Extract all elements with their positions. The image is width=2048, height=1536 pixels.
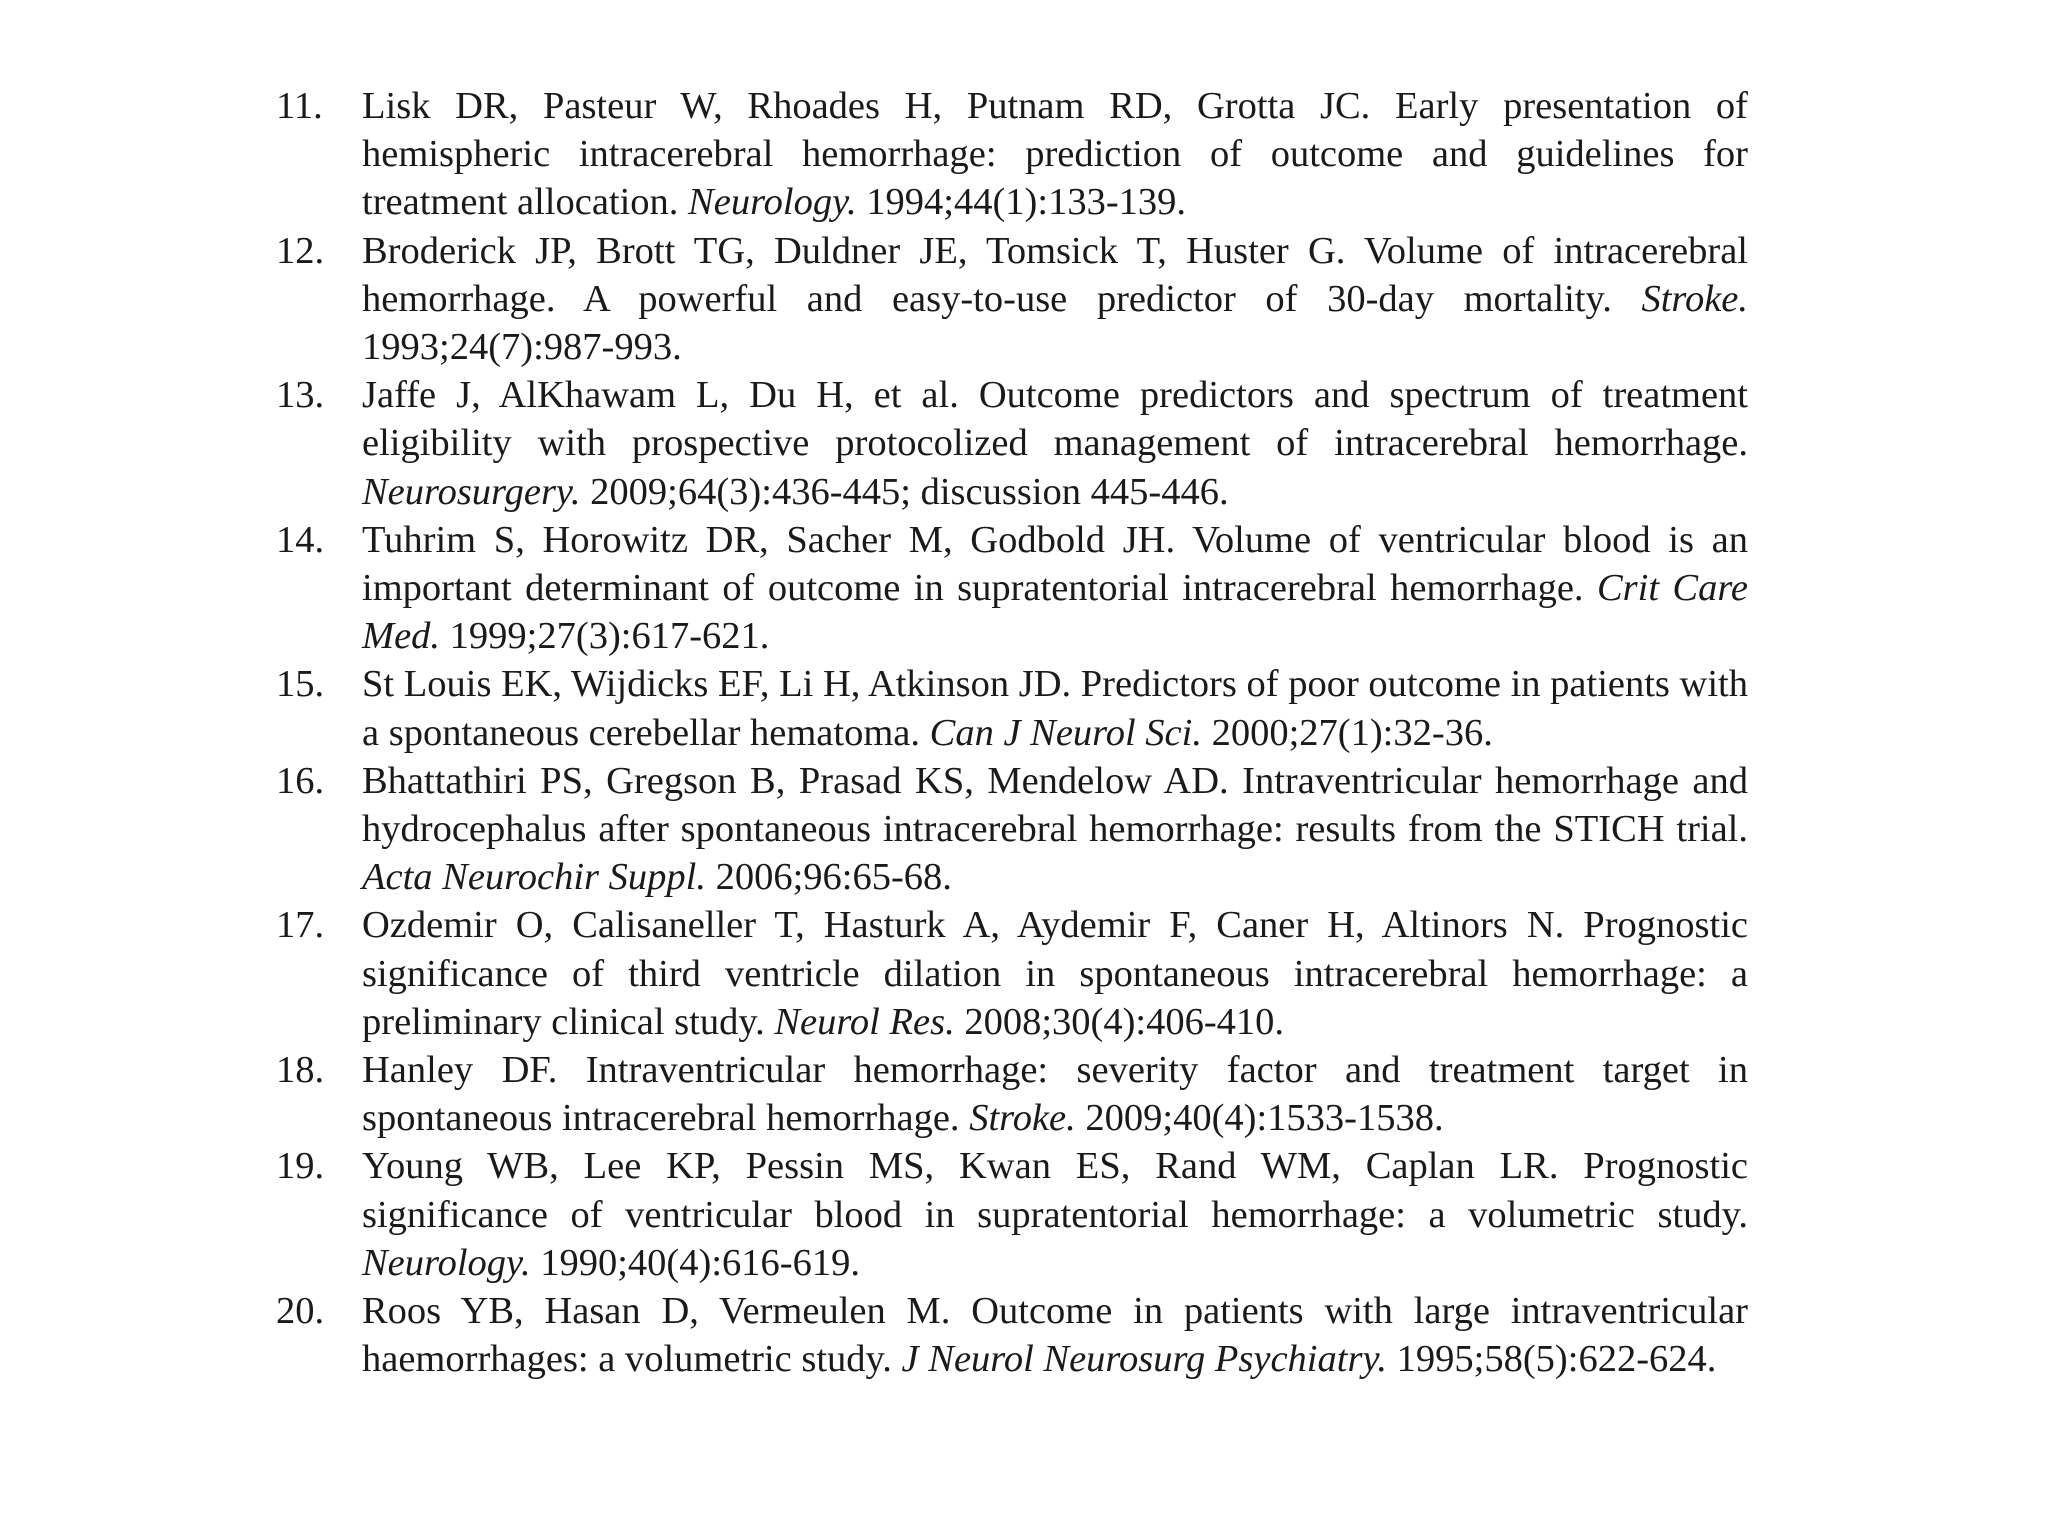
reference-journal: Neurology. — [688, 181, 857, 224]
reference-number: 13. — [276, 374, 325, 417]
reference-item — [276, 1046, 1748, 1142]
reference-journal: Stroke. — [969, 1097, 1076, 1140]
reference-number: 14. — [276, 518, 325, 561]
reference-authors-title: Tuhrim S, Horowitz DR, Sacher M, Godbold JH. Volume of ventricular blood is an important determinant of outcome in supratentorial intracerebral hemorrhage. — [362, 518, 1748, 610]
reference-citation: 1990;40(4):616-619. — [540, 1241, 860, 1284]
reference-citation: 2006;96:65-68. — [715, 856, 952, 899]
reference-authors-title: Lisk DR, Pasteur W, Rhoades H, Putnam RD, Grotta JC. Early presentation of hemispheric intracerebral hemorrhage: prediction of outcome and guidelines for treatment allocation. — [362, 85, 1748, 224]
reference-journal: Neurosurgery. — [362, 470, 581, 513]
reference-authors-title: Bhattathiri PS, Gregson B, Prasad KS, Mendelow AD. Intraventricular hemorrhage and hydrocephalus after spontaneous intracerebral hemorrhage: results from the STICH trial. — [362, 759, 1748, 851]
reference-item — [276, 227, 1748, 372]
reference-number: 12. — [276, 229, 325, 272]
reference-number: 18. — [276, 1049, 325, 1092]
reference-journal: Crit Care Med. — [362, 567, 1748, 658]
reference-item — [276, 1287, 1748, 1383]
reference-authors-title: Roos YB, Hasan D, Vermeulen M. Outcome in patients with large intraventricular haemorrhages: a volumetric study. — [362, 1290, 1748, 1381]
reference-authors-title: Hanley DF. Intraventricular hemorrhage: severity factor and treatment target in spontaneous intracerebral hemorrhage. — [362, 1049, 1748, 1140]
reference-authors-title: St Louis EK, Wijdicks EF, Li H, Atkinson JD. Predictors of poor outcome in patients with a spontaneous cerebellar hematoma. — [362, 663, 1748, 754]
reference-number: 15. — [276, 663, 325, 706]
reference-authors-title: Jaffe J, AlKhawam L, Du H, et al. Outcome predictors and spectrum of treatment eligibility with prospective protocolized management of intracerebral hemorrhage. — [362, 374, 1748, 465]
reference-list — [276, 82, 1748, 1383]
reference-item — [276, 371, 1748, 516]
reference-journal: J Neurol Neurosurg Psychiatry. — [901, 1338, 1388, 1381]
reference-number: 20. — [276, 1290, 325, 1333]
reference-item — [276, 82, 1748, 227]
reference-citation: 1995;58(5):622-624. — [1396, 1338, 1717, 1381]
reference-number: 16. — [276, 759, 325, 802]
reference-item — [276, 516, 1748, 661]
reference-authors-title: Young WB, Lee KP, Pessin MS, Kwan ES, Rand WM, Caplan LR. Prognostic significance of ventricular blood in supratentorial hemorrhage: a volumetric study. — [362, 1145, 1748, 1236]
reference-journal: Stroke. — [1641, 277, 1748, 320]
reference-citation: 2008;30(4):406-410. — [964, 1000, 1285, 1043]
reference-page — [276, 82, 1748, 1383]
reference-citation: 2000;27(1):32-36. — [1211, 711, 1493, 754]
reference-citation: 2009;64(3):436-445; discussion 445-446. — [590, 470, 1229, 513]
reference-authors-title: Broderick JP, Brott TG, Duldner JE, Tomsick T, Huster G. Volume of intracerebral hemorrhage. A powerful and easy-to-use predictor of 30-day mortality. — [362, 229, 1748, 320]
reference-item — [276, 660, 1748, 756]
reference-citation: 1994;44(1):133-139. — [866, 181, 1187, 224]
reference-journal: Can J Neurol Sci. — [929, 711, 1202, 754]
reference-journal: Acta Neurochir Suppl. — [362, 856, 706, 899]
reference-citation: 1993;24(7):987-993. — [362, 326, 682, 369]
reference-authors-title: Ozdemir O, Calisaneller T, Hasturk A, Aydemir F, Caner H, Altinors N. Prognostic significance of third ventricle dilation in spontaneous intracerebral hemorrhage: a preliminary clinical study. — [362, 904, 1748, 1043]
reference-number: 19. — [276, 1145, 325, 1188]
reference-journal: Neurol Res. — [774, 1000, 955, 1043]
reference-item — [276, 1142, 1748, 1287]
reference-journal: Neurology. — [362, 1241, 531, 1284]
reference-item — [276, 901, 1748, 1046]
reference-item — [276, 757, 1748, 902]
reference-number: 11. — [276, 85, 323, 127]
reference-citation: 2009;40(4):1533-1538. — [1085, 1097, 1444, 1140]
reference-citation: 1999;27(3):617-621. — [449, 615, 770, 658]
reference-number: 17. — [276, 904, 325, 947]
